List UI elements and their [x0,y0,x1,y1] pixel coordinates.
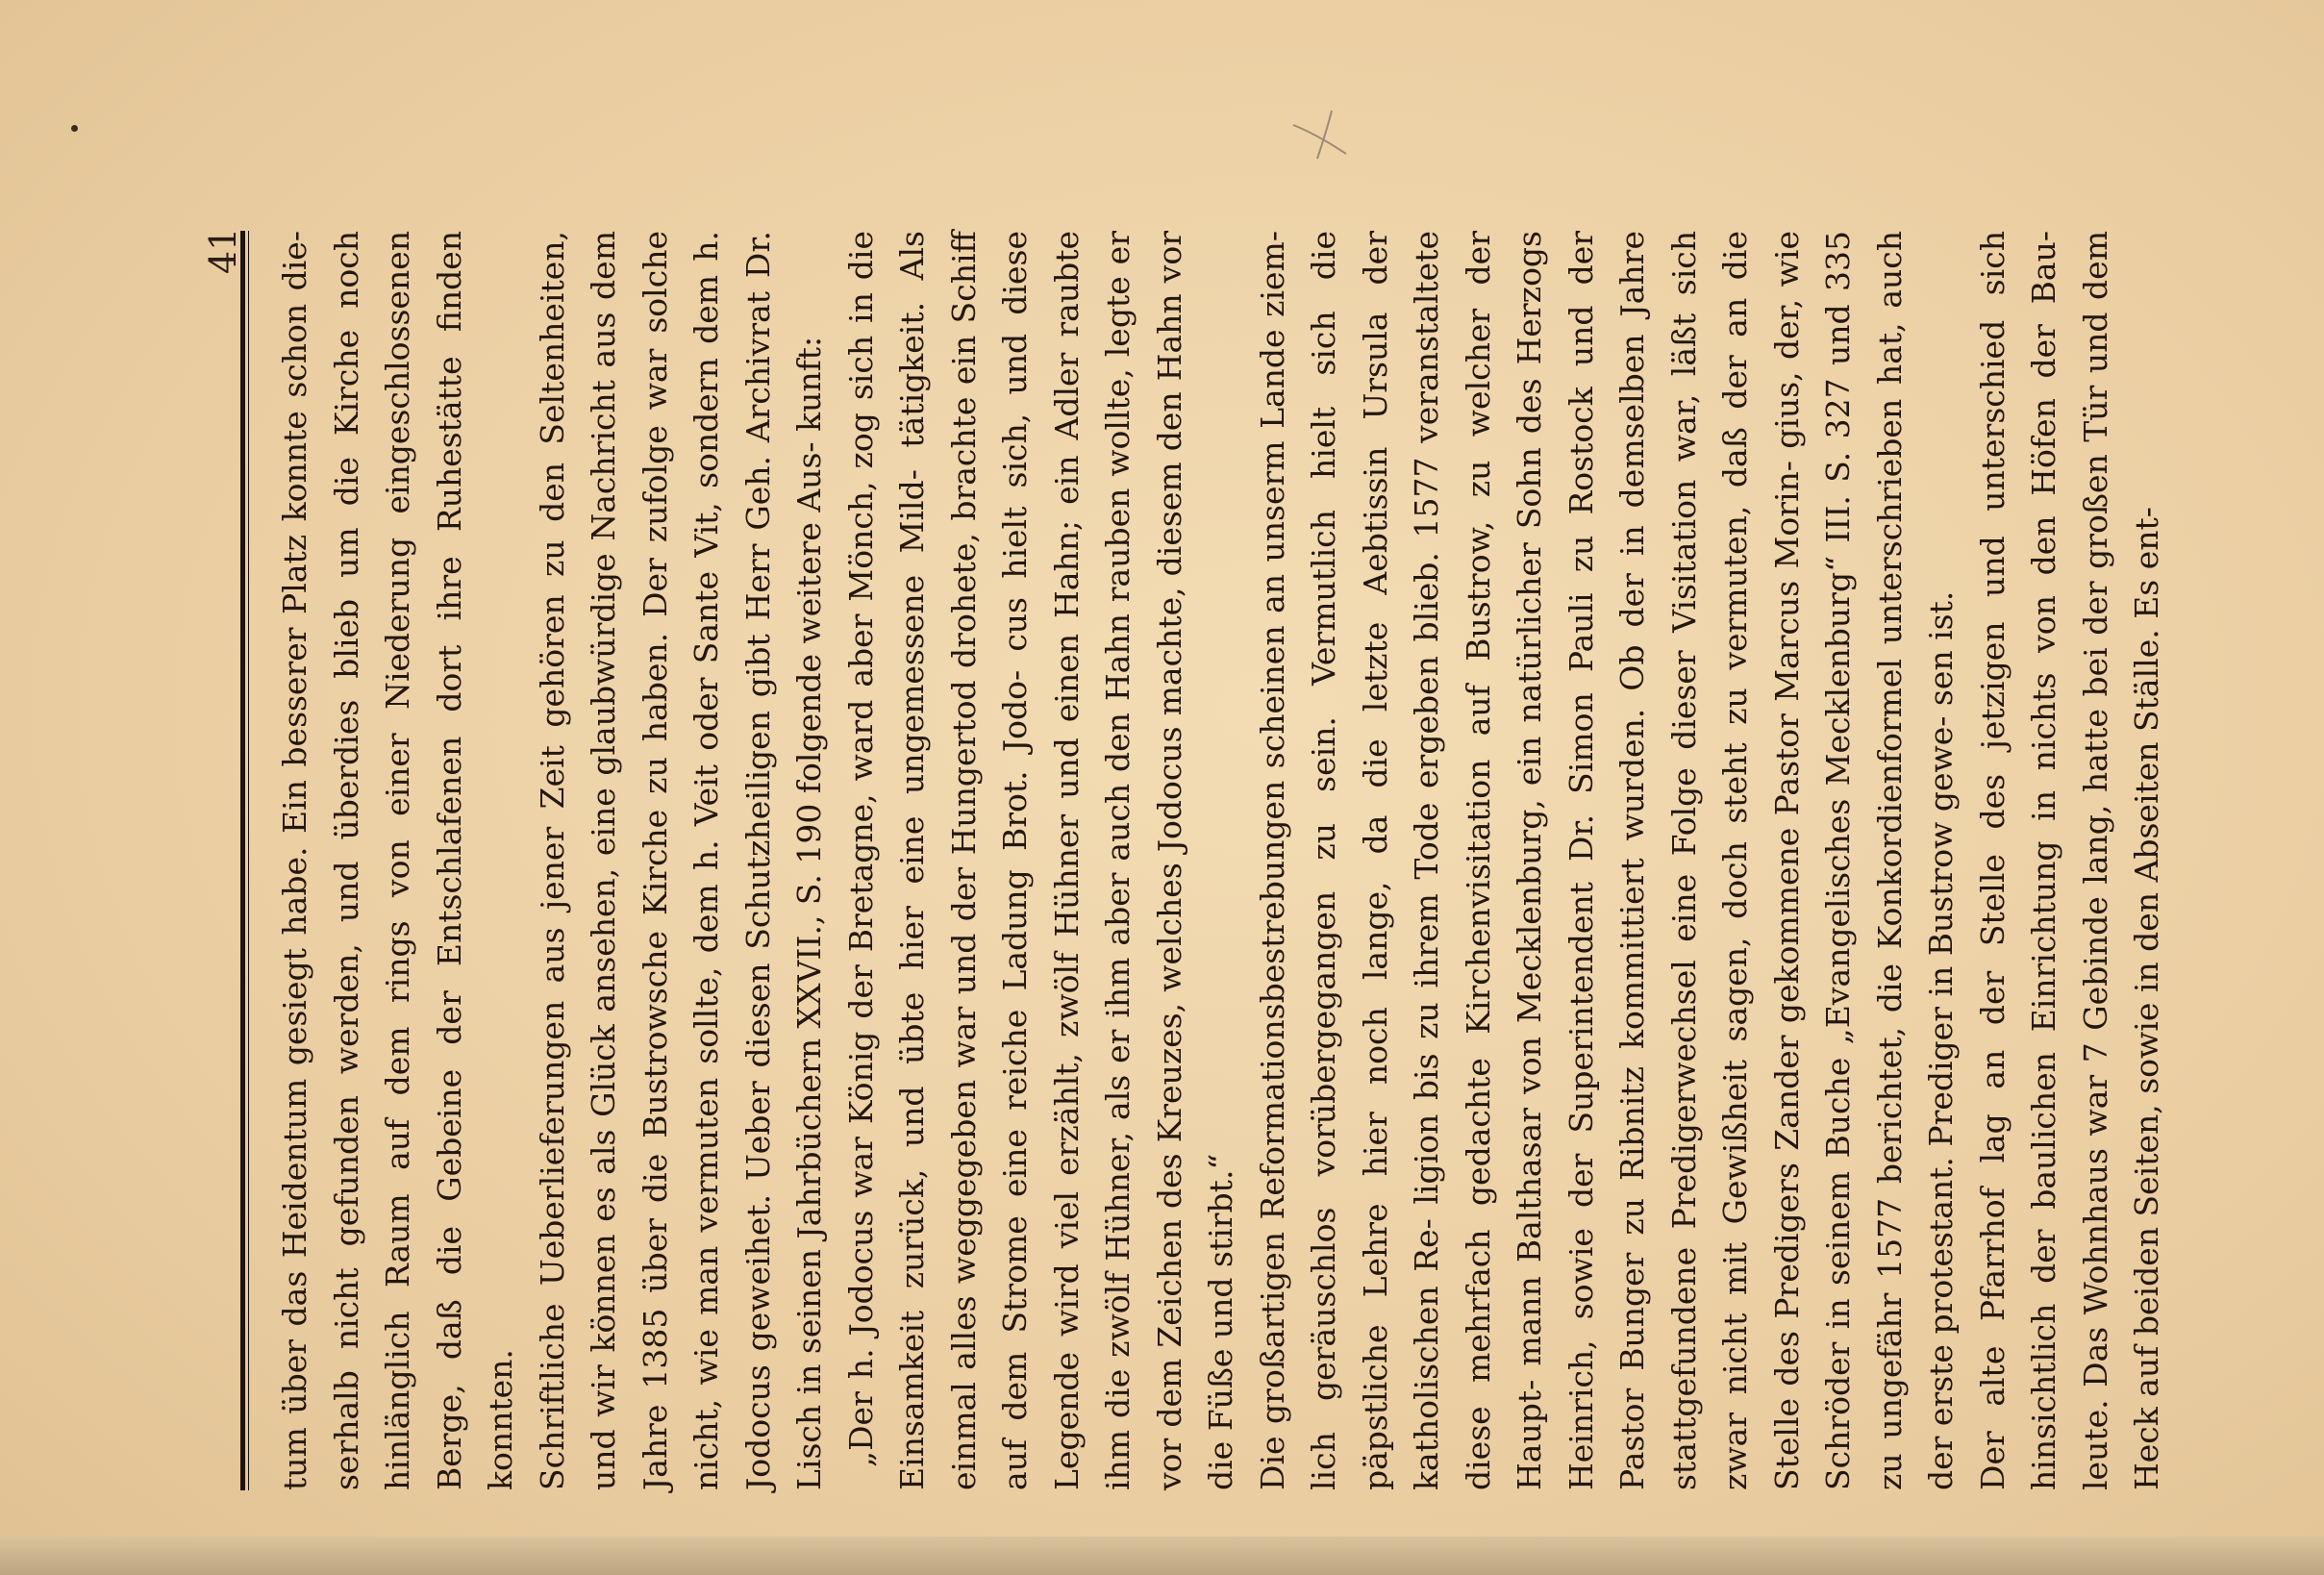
paragraph: Die großartigen Reformationsbestrebungen scheinen an unserm Lande ziem- lich geräuschlos vorübergegangen zu sein. Vermutlich hielt sich die päpstliche Lehre hier noch lange, da die letzte Aebtissin Ursula der katholischen Re- ligion bis zu ihrem Tode ergeben blieb. 1577 veranstaltete diese mehrfach gedachte Kirchenvisitation auf Bustrow, zu welcher der Haupt- mann Balthasar von Mecklenburg, ein natürlicher Sohn des Herzogs Heinrich, sowie der Superintendent Dr. Simon Pauli zu Rostock und der Pastor Bunger zu Ribnitz kommittiert wurden. Ob der in demselben Jahre stattgefundene Predigerwechsel eine Folge dieser Visitation war, läßt sich zwar nicht mit Gewißheit sagen, doch steht zu vermuten, daß der an die Stelle des Predigers Zander gekommene Pastor Marcus Morin- gius, der, wie Schröder in seinem Buche „Evangelisches Mecklenburg“ III. S. 327 und 335 zu ungefähr 1577 berichtet, die Konkordienformel unterschrieben hat, auch der erste protestant. Prediger in Bustrow gewe- sen ist. [1253,231,1960,1490]
paragraph: Der alte Pfarrhof lag an der Stelle des jetzigen und unterschied sich hinsichtlich der baulichen Einrichtung in nichts von den Höfen der Bau- leute. Das Wohnhaus war 7 Gebinde lang, hatte bei der großen Tür und dem Heck auf beiden Seiten, sowie in den Abseiten Ställe. Es ent- [1973,231,2165,1490]
body-text [269,231,2173,1490]
ink-speck [71,125,78,132]
rotated-page-content [202,227,2165,1490]
paragraph: tum über das Heidentum gesiegt habe. Ein besserer Platz konnte schon die- serhalb nicht gefunden werden, und überdies blieb um die Kirche noch hinlänglich Raum auf dem rings von einer Niederung eingeschlossenen Berge, daß die Gebeine der Entschlafenen dort ihre Ruhestätte finden konnten. [276,231,519,1490]
header-rule [240,231,249,1490]
page-number: 41 [202,227,244,274]
quote-paragraph: „Der h. Jodocus war König der Bretagne, ward aber Mönch, zog sich in die Einsamkeit zurück, und übte hier eine ungemessene Mild- tätigkeit. Als einmal alles weggegeben war und der Hungertod drohete, brachte ein Schiff auf dem Strome eine reiche Ladung Brot. Jodo- cus hielt sich, und diese Legende wird viel erzählt, zwölf Hühner und einen Hahn; ein Adler raubte ihm die zwölf Hühner, als er ihm aber auch den Hahn rauben wollte, legte er vor dem Zeichen des Kreuzes, welches Jodocus machte, diesem den Hahn vor die Füße und stirbt.“ [841,231,1239,1490]
pencil-mark [1288,106,1356,163]
scan-edge [0,1537,2324,1575]
paragraph: Schriftliche Ueberlieferungen aus jener Zeit gehören zu den Seltenheiten, und wir können es als Glück ansehen, eine glaubwürdige Nachricht aus dem Jahre 1385 über die Bustrowsche Kirche zu haben. Der zufolge war solche nicht, wie man vermuten sollte, dem h. Veit oder Sante Vit, sondern dem h. Jodocus geweihet. Ueber diesen Schutzheiligen gibt Herr Geh. Archivrat Dr. Lisch in seinen Jahrbüchern XXVII., S. 190 folgende weitere Aus- kunft: [533,231,828,1490]
